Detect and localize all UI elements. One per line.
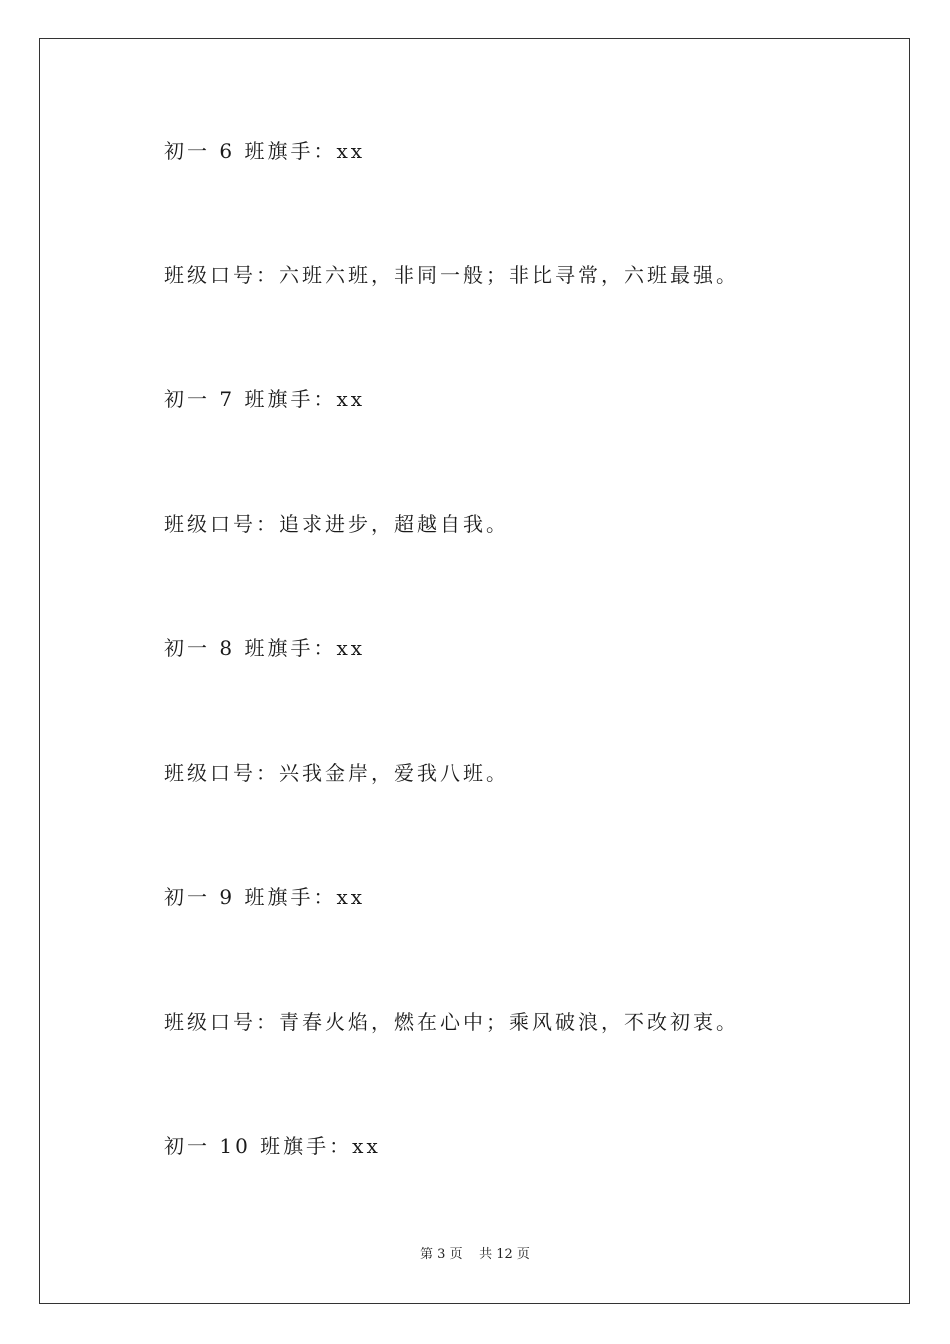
page-total: 共 12 页: [479, 1247, 530, 1262]
page-number: 第 3 页: [420, 1247, 463, 1262]
flag-bearer-class-10: 初一 10 班旗手：xx: [164, 1134, 381, 1158]
slogan-class-6: 班级口号：六班六班，非同一般；非比寻常，六班最强。: [164, 263, 739, 287]
page-frame: [39, 38, 910, 1304]
flag-bearer-class-7: 初一 7 班旗手：xx: [164, 387, 365, 411]
flag-bearer-class-6: 初一 6 班旗手：xx: [164, 139, 365, 163]
flag-bearer-class-9: 初一 9 班旗手：xx: [164, 885, 365, 909]
slogan-class-9: 班级口号：青春火焰，燃在心中；乘风破浪，不改初衷。: [164, 1010, 739, 1034]
page-footer: [0, 1246, 950, 1264]
flag-bearer-class-8: 初一 8 班旗手：xx: [164, 636, 365, 660]
slogan-class-8: 班级口号：兴我金岸，爱我八班。: [164, 761, 509, 785]
slogan-class-7: 班级口号：追求进步，超越自我。: [164, 512, 509, 536]
